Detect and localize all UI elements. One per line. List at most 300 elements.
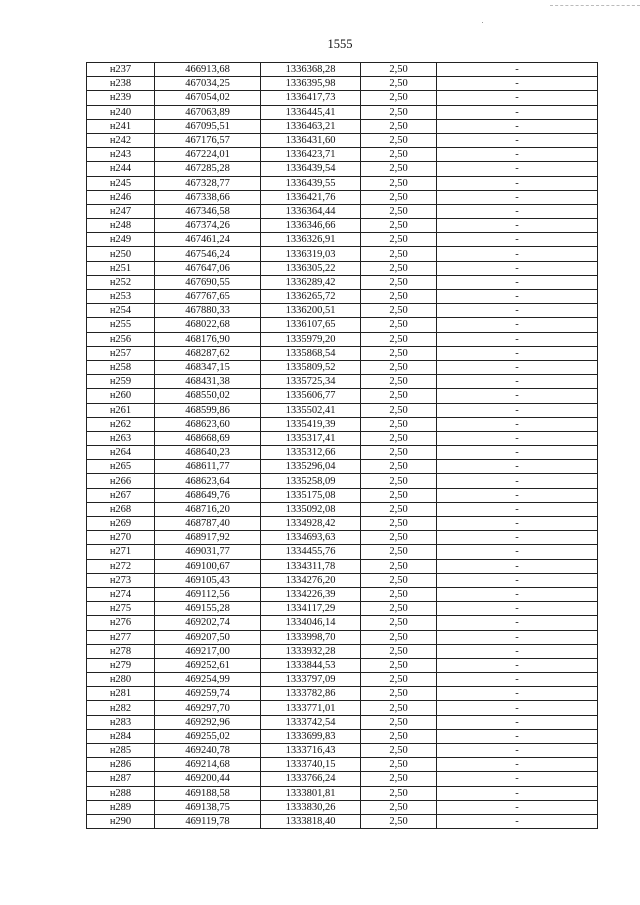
table-row — [87, 403, 598, 417]
y-coordinate-cell: 1333771,01 — [261, 701, 361, 715]
point-id-cell: н239 — [87, 91, 155, 105]
table-row — [87, 488, 598, 502]
point-id-cell: н278 — [87, 644, 155, 658]
y-coordinate-cell: 1336421,76 — [261, 190, 361, 204]
y-coordinate-cell: 1336439,54 — [261, 162, 361, 176]
accuracy-cell: 2,50 — [361, 559, 437, 573]
x-coordinate-cell: 467285,28 — [155, 162, 261, 176]
point-id-cell: н260 — [87, 389, 155, 403]
table-row — [87, 204, 598, 218]
table-row — [87, 644, 598, 658]
note-cell: - — [437, 133, 598, 147]
table-row — [87, 63, 598, 77]
accuracy-cell: 2,50 — [361, 91, 437, 105]
x-coordinate-cell: 469254,99 — [155, 673, 261, 687]
y-coordinate-cell: 1334928,42 — [261, 517, 361, 531]
y-coordinate-cell: 1333797,09 — [261, 673, 361, 687]
y-coordinate-cell: 1333699,83 — [261, 729, 361, 743]
x-coordinate-cell: 469202,74 — [155, 616, 261, 630]
accuracy-cell: 2,50 — [361, 502, 437, 516]
x-coordinate-cell: 469240,78 — [155, 744, 261, 758]
y-coordinate-cell: 1336305,22 — [261, 261, 361, 275]
point-id-cell: н266 — [87, 474, 155, 488]
table-row — [87, 446, 598, 460]
y-coordinate-cell: 1336346,66 — [261, 219, 361, 233]
y-coordinate-cell: 1335296,04 — [261, 460, 361, 474]
note-cell: - — [437, 502, 598, 516]
x-coordinate-cell: 468347,15 — [155, 360, 261, 374]
table-row — [87, 658, 598, 672]
y-coordinate-cell: 1333932,28 — [261, 644, 361, 658]
note-cell: - — [437, 814, 598, 828]
y-coordinate-cell: 1336439,55 — [261, 176, 361, 190]
accuracy-cell: 2,50 — [361, 573, 437, 587]
point-id-cell: н281 — [87, 687, 155, 701]
accuracy-cell: 2,50 — [361, 190, 437, 204]
table-row — [87, 247, 598, 261]
y-coordinate-cell: 1335419,39 — [261, 417, 361, 431]
x-coordinate-cell: 467461,24 — [155, 233, 261, 247]
y-coordinate-cell: 1336445,41 — [261, 105, 361, 119]
y-coordinate-cell: 1336289,42 — [261, 275, 361, 289]
accuracy-cell: 2,50 — [361, 658, 437, 672]
x-coordinate-cell: 469217,00 — [155, 644, 261, 658]
table-row — [87, 701, 598, 715]
scan-speck — [482, 22, 483, 23]
accuracy-cell: 2,50 — [361, 105, 437, 119]
x-coordinate-cell: 469200,44 — [155, 772, 261, 786]
x-coordinate-cell: 467690,55 — [155, 275, 261, 289]
table-row — [87, 431, 598, 445]
x-coordinate-cell: 468787,40 — [155, 517, 261, 531]
note-cell: - — [437, 772, 598, 786]
accuracy-cell: 2,50 — [361, 417, 437, 431]
y-coordinate-cell: 1335258,09 — [261, 474, 361, 488]
y-coordinate-cell: 1335809,52 — [261, 360, 361, 374]
table-row — [87, 474, 598, 488]
page-number: 1555 — [327, 37, 353, 51]
table-row — [87, 758, 598, 772]
y-coordinate-cell: 1336107,65 — [261, 318, 361, 332]
note-cell: - — [437, 261, 598, 275]
table-row — [87, 233, 598, 247]
note-cell: - — [437, 332, 598, 346]
accuracy-cell: 2,50 — [361, 162, 437, 176]
x-coordinate-cell: 469207,50 — [155, 630, 261, 644]
y-coordinate-cell: 1336463,21 — [261, 119, 361, 133]
y-coordinate-cell: 1334046,14 — [261, 616, 361, 630]
note-cell: - — [437, 417, 598, 431]
point-id-cell: н256 — [87, 332, 155, 346]
table-row — [87, 261, 598, 275]
y-coordinate-cell: 1333766,24 — [261, 772, 361, 786]
y-coordinate-cell: 1336368,28 — [261, 63, 361, 77]
point-id-cell: н280 — [87, 673, 155, 687]
note-cell: - — [437, 758, 598, 772]
x-coordinate-cell: 466913,68 — [155, 63, 261, 77]
note-cell: - — [437, 190, 598, 204]
x-coordinate-cell: 467338,66 — [155, 190, 261, 204]
note-cell: - — [437, 63, 598, 77]
x-coordinate-cell: 467346,58 — [155, 204, 261, 218]
coordinates-table-body — [87, 63, 598, 829]
accuracy-cell: 2,50 — [361, 474, 437, 488]
accuracy-cell: 2,50 — [361, 346, 437, 360]
point-id-cell: н275 — [87, 602, 155, 616]
table-row — [87, 219, 598, 233]
table-row — [87, 502, 598, 516]
y-coordinate-cell: 1333740,15 — [261, 758, 361, 772]
point-id-cell: н277 — [87, 630, 155, 644]
point-id-cell: н282 — [87, 701, 155, 715]
y-coordinate-cell: 1336431,60 — [261, 133, 361, 147]
point-id-cell: н272 — [87, 559, 155, 573]
note-cell: - — [437, 389, 598, 403]
accuracy-cell: 2,50 — [361, 673, 437, 687]
table-row — [87, 545, 598, 559]
table-row — [87, 375, 598, 389]
accuracy-cell: 2,50 — [361, 77, 437, 91]
point-id-cell: н270 — [87, 531, 155, 545]
accuracy-cell: 2,50 — [361, 360, 437, 374]
table-row — [87, 119, 598, 133]
y-coordinate-cell: 1335317,41 — [261, 431, 361, 445]
table-row — [87, 389, 598, 403]
x-coordinate-cell: 468917,92 — [155, 531, 261, 545]
y-coordinate-cell: 1333782,86 — [261, 687, 361, 701]
x-coordinate-cell: 469259,74 — [155, 687, 261, 701]
accuracy-cell: 2,50 — [361, 304, 437, 318]
point-id-cell: н285 — [87, 744, 155, 758]
x-coordinate-cell: 467374,26 — [155, 219, 261, 233]
point-id-cell: н283 — [87, 715, 155, 729]
y-coordinate-cell: 1335092,08 — [261, 502, 361, 516]
table-row — [87, 148, 598, 162]
accuracy-cell: 2,50 — [361, 375, 437, 389]
y-coordinate-cell: 1335175,08 — [261, 488, 361, 502]
table-row — [87, 77, 598, 91]
accuracy-cell: 2,50 — [361, 275, 437, 289]
y-coordinate-cell: 1333818,40 — [261, 814, 361, 828]
accuracy-cell: 2,50 — [361, 318, 437, 332]
y-coordinate-cell: 1334311,78 — [261, 559, 361, 573]
accuracy-cell: 2,50 — [361, 630, 437, 644]
point-id-cell: н238 — [87, 77, 155, 91]
note-cell: - — [437, 744, 598, 758]
accuracy-cell: 2,50 — [361, 204, 437, 218]
point-id-cell: н264 — [87, 446, 155, 460]
x-coordinate-cell: 468649,76 — [155, 488, 261, 502]
x-coordinate-cell: 469155,28 — [155, 602, 261, 616]
y-coordinate-cell: 1335979,20 — [261, 332, 361, 346]
accuracy-cell: 2,50 — [361, 446, 437, 460]
table-row — [87, 176, 598, 190]
x-coordinate-cell: 468611,77 — [155, 460, 261, 474]
x-coordinate-cell: 468287,62 — [155, 346, 261, 360]
note-cell: - — [437, 304, 598, 318]
point-id-cell: н245 — [87, 176, 155, 190]
y-coordinate-cell: 1336395,98 — [261, 77, 361, 91]
accuracy-cell: 2,50 — [361, 403, 437, 417]
x-coordinate-cell: 467095,51 — [155, 119, 261, 133]
point-id-cell: н252 — [87, 275, 155, 289]
y-coordinate-cell: 1333998,70 — [261, 630, 361, 644]
accuracy-cell: 2,50 — [361, 488, 437, 502]
x-coordinate-cell: 467176,57 — [155, 133, 261, 147]
x-coordinate-cell: 469255,02 — [155, 729, 261, 743]
accuracy-cell: 2,50 — [361, 247, 437, 261]
point-id-cell: н241 — [87, 119, 155, 133]
table-row — [87, 786, 598, 800]
accuracy-cell: 2,50 — [361, 729, 437, 743]
point-id-cell: н271 — [87, 545, 155, 559]
point-id-cell: н265 — [87, 460, 155, 474]
table-row — [87, 531, 598, 545]
y-coordinate-cell: 1333801,81 — [261, 786, 361, 800]
note-cell: - — [437, 119, 598, 133]
y-coordinate-cell: 1336423,71 — [261, 148, 361, 162]
note-cell: - — [437, 105, 598, 119]
x-coordinate-cell: 469119,78 — [155, 814, 261, 828]
point-id-cell: н247 — [87, 204, 155, 218]
table-row — [87, 630, 598, 644]
table-row — [87, 360, 598, 374]
note-cell: - — [437, 91, 598, 105]
point-id-cell: н263 — [87, 431, 155, 445]
point-id-cell: н251 — [87, 261, 155, 275]
point-id-cell: н254 — [87, 304, 155, 318]
x-coordinate-cell: 469252,61 — [155, 658, 261, 672]
note-cell: - — [437, 602, 598, 616]
y-coordinate-cell: 1333742,54 — [261, 715, 361, 729]
table-row — [87, 587, 598, 601]
y-coordinate-cell: 1336364,44 — [261, 204, 361, 218]
x-coordinate-cell: 467880,33 — [155, 304, 261, 318]
point-id-cell: н242 — [87, 133, 155, 147]
y-coordinate-cell: 1334117,29 — [261, 602, 361, 616]
table-row — [87, 105, 598, 119]
point-id-cell: н248 — [87, 219, 155, 233]
accuracy-cell: 2,50 — [361, 587, 437, 601]
accuracy-cell: 2,50 — [361, 772, 437, 786]
note-cell: - — [437, 545, 598, 559]
accuracy-cell: 2,50 — [361, 517, 437, 531]
note-cell: - — [437, 446, 598, 460]
point-id-cell: н244 — [87, 162, 155, 176]
accuracy-cell: 2,50 — [361, 531, 437, 545]
y-coordinate-cell: 1336265,72 — [261, 290, 361, 304]
table-row — [87, 332, 598, 346]
table-row — [87, 162, 598, 176]
note-cell: - — [437, 559, 598, 573]
note-cell: - — [437, 715, 598, 729]
point-id-cell: н257 — [87, 346, 155, 360]
accuracy-cell: 2,50 — [361, 758, 437, 772]
note-cell: - — [437, 673, 598, 687]
x-coordinate-cell: 469031,77 — [155, 545, 261, 559]
table-row — [87, 814, 598, 828]
point-id-cell: н287 — [87, 772, 155, 786]
table-row — [87, 460, 598, 474]
point-id-cell: н284 — [87, 729, 155, 743]
accuracy-cell: 2,50 — [361, 389, 437, 403]
y-coordinate-cell: 1335312,66 — [261, 446, 361, 460]
accuracy-cell: 2,50 — [361, 715, 437, 729]
accuracy-cell: 2,50 — [361, 133, 437, 147]
table-row — [87, 417, 598, 431]
table-row — [87, 304, 598, 318]
accuracy-cell: 2,50 — [361, 545, 437, 559]
point-id-cell: н249 — [87, 233, 155, 247]
x-coordinate-cell: 468640,23 — [155, 446, 261, 460]
table-row — [87, 744, 598, 758]
accuracy-cell: 2,50 — [361, 119, 437, 133]
note-cell: - — [437, 403, 598, 417]
x-coordinate-cell: 468623,60 — [155, 417, 261, 431]
x-coordinate-cell: 469188,58 — [155, 786, 261, 800]
note-cell: - — [437, 460, 598, 474]
y-coordinate-cell: 1334455,76 — [261, 545, 361, 559]
accuracy-cell: 2,50 — [361, 332, 437, 346]
accuracy-cell: 2,50 — [361, 148, 437, 162]
y-coordinate-cell: 1336417,73 — [261, 91, 361, 105]
table-row — [87, 800, 598, 814]
y-coordinate-cell: 1333716,43 — [261, 744, 361, 758]
table-row — [87, 290, 598, 304]
point-id-cell: н259 — [87, 375, 155, 389]
table-row — [87, 346, 598, 360]
note-cell: - — [437, 247, 598, 261]
table-row — [87, 133, 598, 147]
y-coordinate-cell: 1334276,20 — [261, 573, 361, 587]
note-cell: - — [437, 786, 598, 800]
table-row — [87, 275, 598, 289]
x-coordinate-cell: 468176,90 — [155, 332, 261, 346]
accuracy-cell: 2,50 — [361, 814, 437, 828]
x-coordinate-cell: 467034,25 — [155, 77, 261, 91]
point-id-cell: н262 — [87, 417, 155, 431]
point-id-cell: н258 — [87, 360, 155, 374]
table-row — [87, 687, 598, 701]
note-cell: - — [437, 729, 598, 743]
y-coordinate-cell: 1333844,53 — [261, 658, 361, 672]
y-coordinate-cell: 1336326,91 — [261, 233, 361, 247]
x-coordinate-cell: 468599,86 — [155, 403, 261, 417]
note-cell: - — [437, 77, 598, 91]
note-cell: - — [437, 687, 598, 701]
point-id-cell: н268 — [87, 502, 155, 516]
accuracy-cell: 2,50 — [361, 744, 437, 758]
point-id-cell: н273 — [87, 573, 155, 587]
accuracy-cell: 2,50 — [361, 687, 437, 701]
x-coordinate-cell: 469138,75 — [155, 800, 261, 814]
note-cell: - — [437, 360, 598, 374]
x-coordinate-cell: 467767,65 — [155, 290, 261, 304]
x-coordinate-cell: 468623,64 — [155, 474, 261, 488]
coordinates-table — [86, 62, 598, 829]
table-row — [87, 673, 598, 687]
table-row — [87, 772, 598, 786]
table-row — [87, 715, 598, 729]
note-cell: - — [437, 800, 598, 814]
x-coordinate-cell: 467328,77 — [155, 176, 261, 190]
x-coordinate-cell: 469112,56 — [155, 587, 261, 601]
table-row — [87, 616, 598, 630]
note-cell: - — [437, 531, 598, 545]
note-cell: - — [437, 346, 598, 360]
point-id-cell: н255 — [87, 318, 155, 332]
note-cell: - — [437, 517, 598, 531]
x-coordinate-cell: 467647,06 — [155, 261, 261, 275]
table-row — [87, 190, 598, 204]
y-coordinate-cell: 1334226,39 — [261, 587, 361, 601]
accuracy-cell: 2,50 — [361, 431, 437, 445]
table-row — [87, 91, 598, 105]
point-id-cell: н250 — [87, 247, 155, 261]
y-coordinate-cell: 1335868,54 — [261, 346, 361, 360]
point-id-cell: н286 — [87, 758, 155, 772]
y-coordinate-cell: 1334693,63 — [261, 531, 361, 545]
x-coordinate-cell: 469292,96 — [155, 715, 261, 729]
point-id-cell: н289 — [87, 800, 155, 814]
x-coordinate-cell: 467054,02 — [155, 91, 261, 105]
note-cell: - — [437, 431, 598, 445]
point-id-cell: н274 — [87, 587, 155, 601]
note-cell: - — [437, 375, 598, 389]
accuracy-cell: 2,50 — [361, 602, 437, 616]
note-cell: - — [437, 701, 598, 715]
y-coordinate-cell: 1335502,41 — [261, 403, 361, 417]
table-row — [87, 602, 598, 616]
x-coordinate-cell: 467224,01 — [155, 148, 261, 162]
accuracy-cell: 2,50 — [361, 460, 437, 474]
point-id-cell: н279 — [87, 658, 155, 672]
point-id-cell: н246 — [87, 190, 155, 204]
accuracy-cell: 2,50 — [361, 290, 437, 304]
point-id-cell: н237 — [87, 63, 155, 77]
point-id-cell: н269 — [87, 517, 155, 531]
x-coordinate-cell: 467546,24 — [155, 247, 261, 261]
note-cell: - — [437, 630, 598, 644]
x-coordinate-cell: 468550,02 — [155, 389, 261, 403]
accuracy-cell: 2,50 — [361, 616, 437, 630]
table-row — [87, 559, 598, 573]
point-id-cell: н276 — [87, 616, 155, 630]
point-id-cell: н243 — [87, 148, 155, 162]
accuracy-cell: 2,50 — [361, 786, 437, 800]
table-row — [87, 729, 598, 743]
point-id-cell: н253 — [87, 290, 155, 304]
table-row — [87, 517, 598, 531]
accuracy-cell: 2,50 — [361, 261, 437, 275]
point-id-cell: н288 — [87, 786, 155, 800]
point-id-cell: н267 — [87, 488, 155, 502]
note-cell: - — [437, 318, 598, 332]
point-id-cell: н240 — [87, 105, 155, 119]
point-id-cell: н290 — [87, 814, 155, 828]
note-cell: - — [437, 176, 598, 190]
x-coordinate-cell: 469297,70 — [155, 701, 261, 715]
accuracy-cell: 2,50 — [361, 233, 437, 247]
table-row — [87, 573, 598, 587]
y-coordinate-cell: 1335606,77 — [261, 389, 361, 403]
note-cell: - — [437, 162, 598, 176]
x-coordinate-cell: 468022,68 — [155, 318, 261, 332]
note-cell: - — [437, 233, 598, 247]
note-cell: - — [437, 587, 598, 601]
accuracy-cell: 2,50 — [361, 644, 437, 658]
x-coordinate-cell: 469214,68 — [155, 758, 261, 772]
